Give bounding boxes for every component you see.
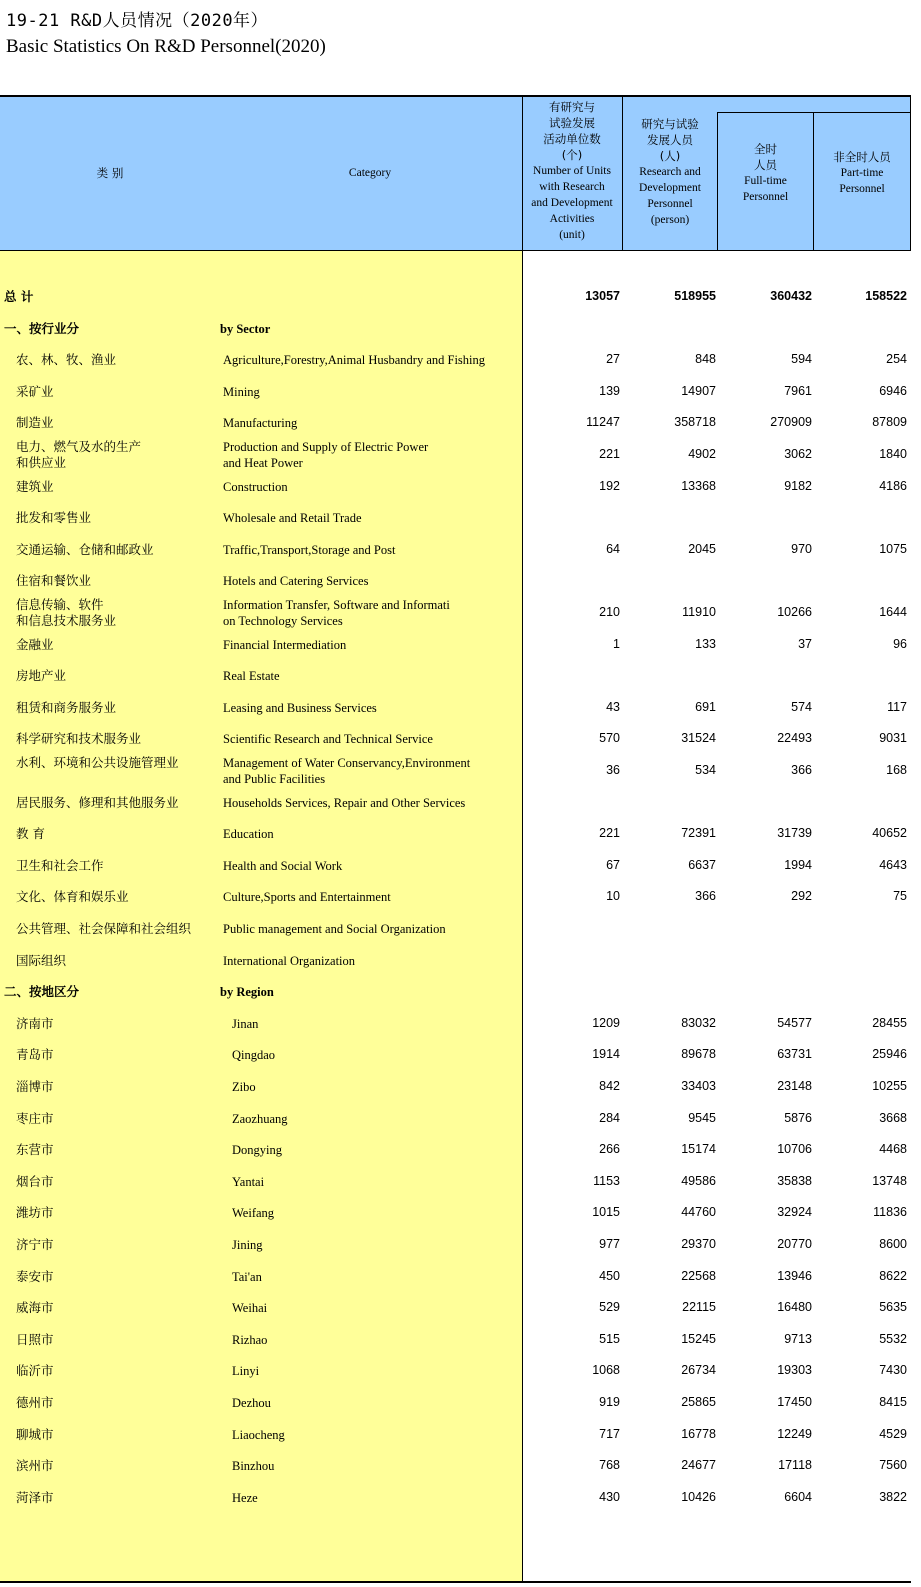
row-label-cn: 德州市 (16, 1395, 54, 1410)
header-line: Research and (639, 166, 701, 178)
page-title-en: Basic Statistics On R&D Personnel(2020) (6, 36, 326, 57)
row-label-en: Leasing and Business Services (223, 700, 377, 715)
cell-parttime: 254 (886, 352, 907, 367)
cell-fulltime: 23148 (777, 1079, 812, 1093)
row-label-cn: 菏泽市 (16, 1489, 54, 1505)
cell-units: 977 (599, 1237, 620, 1251)
cell-parttime: 8600 (879, 1237, 907, 1251)
cell-parttime: 4186 (879, 478, 907, 493)
row-label-en: Education (223, 827, 274, 842)
cell-fulltime: 17118 (778, 1458, 812, 1473)
cell-personnel: 6637 (688, 857, 716, 872)
row-label-cn: 潍坊市 (16, 1205, 54, 1221)
row-label-en: Households Services, Repair and Other Services (223, 795, 466, 810)
cell-personnel: 10426 (681, 1489, 716, 1504)
cell-units: 768 (599, 1458, 620, 1473)
cell-fulltime: 10706 (777, 1142, 812, 1157)
cell-parttime: 158522 (865, 289, 907, 303)
row-label-en: Construction (223, 479, 288, 494)
cell-parttime: 6946 (879, 383, 907, 398)
row-label-en: Culture,Sports and Entertainment (223, 890, 391, 905)
cell-personnel: 133 (695, 636, 716, 651)
cell-personnel: 15174 (681, 1142, 716, 1157)
header-personnel (623, 116, 717, 228)
row-label-en: Manufacturing (223, 416, 298, 431)
cell-personnel: 691 (695, 699, 716, 714)
row-label-cn: 枣庄市 (16, 1110, 54, 1126)
row-label-cn: 租赁和商务服务业 (16, 699, 117, 715)
row-label-en: Jinan (232, 1016, 259, 1031)
cell-fulltime: 16480 (777, 1300, 812, 1315)
header-line: Full-time (744, 175, 787, 187)
row-label-en: Zaozhuang (232, 1111, 288, 1126)
cell-parttime: 3822 (879, 1489, 907, 1504)
header-line: Number of Units (533, 165, 611, 177)
row-label-cn: 批发和零售业 (16, 510, 92, 526)
cell-units: 570 (599, 731, 620, 746)
row-label-cn: 烟台市 (16, 1173, 54, 1189)
cell-units: 717 (599, 1426, 620, 1441)
row-label-en: Real Estate (223, 669, 280, 684)
cell-personnel: 4902 (688, 447, 716, 461)
row-label-cn: 东营市 (16, 1142, 54, 1158)
row-label-en: Weihai (232, 1301, 268, 1316)
row-label-cn: 住宿和餐饮业 (16, 573, 92, 589)
cell-fulltime: 10266 (777, 605, 812, 619)
row-label-cn: 卫生和社会工作 (16, 857, 104, 873)
row-label-cn: 滨州市 (16, 1458, 54, 1474)
page-title-cn: 19-21 R&D人员情况（2020年） (6, 11, 269, 31)
cell-parttime: 8415 (879, 1395, 907, 1409)
row-label-en: Wholesale and Retail Trade (223, 511, 362, 526)
cell-fulltime: 31739 (777, 826, 812, 841)
row-label-en: Tai'an (232, 1269, 262, 1284)
row-label-en: Zibo (232, 1080, 256, 1094)
header-line: Activities (549, 213, 595, 225)
cell-units: 11247 (586, 415, 620, 430)
row-label-cn: 农、林、牧、渔业 (16, 352, 117, 368)
header-category-cn: 类 别 (96, 166, 124, 180)
row-label-en: Qingdao (232, 1048, 276, 1063)
cell-units: 221 (599, 447, 620, 461)
header-line: (person) (650, 214, 690, 226)
cell-units: 139 (599, 383, 620, 398)
cell-parttime: 7430 (879, 1363, 907, 1378)
cell-parttime: 5532 (879, 1331, 907, 1346)
cell-parttime: 87809 (872, 415, 907, 430)
cell-units: 529 (599, 1300, 620, 1315)
row-label-cn: 科学研究和技术服务业 (16, 731, 142, 747)
row-label-en: Public management and Social Organization (223, 922, 446, 936)
cell-parttime: 7560 (879, 1458, 907, 1473)
cell-units: 842 (599, 1079, 620, 1093)
row-label-en: Hotels and Catering Services (223, 574, 369, 589)
cell-parttime: 1644 (879, 605, 907, 619)
row-label-en: Jining (232, 1238, 263, 1252)
cell-fulltime: 32924 (777, 1205, 812, 1220)
cell-personnel: 358718 (674, 415, 716, 430)
row-label-en: by Region (220, 985, 274, 1000)
row-label-cn: 制造业 (16, 415, 54, 431)
cell-fulltime: 12249 (777, 1426, 812, 1441)
cell-fulltime: 360432 (770, 289, 812, 303)
cell-fulltime: 270909 (770, 415, 812, 430)
cell-units: 430 (599, 1489, 620, 1504)
cell-personnel: 22568 (681, 1268, 716, 1283)
cell-parttime: 11836 (873, 1205, 907, 1220)
row-label-cn: 金融业 (16, 636, 54, 652)
cell-personnel: 9545 (688, 1110, 716, 1125)
header-category-en: Category (348, 167, 392, 179)
header-line: Development (639, 182, 701, 194)
cell-fulltime: 574 (791, 699, 812, 714)
cell-fulltime: 366 (791, 763, 812, 777)
header-line: (unit) (559, 229, 585, 241)
header-line: 人员 (754, 158, 777, 172)
row-label-en: Information Transfer, Software and Informati on Technology Services (223, 598, 450, 628)
row-label-en: International Organization (223, 953, 356, 968)
cell-parttime: 25946 (872, 1047, 907, 1062)
cell-fulltime: 1994 (784, 857, 812, 872)
cell-units: 67 (606, 857, 620, 872)
cell-personnel: 2045 (688, 541, 716, 556)
cell-parttime: 9031 (879, 731, 907, 746)
cell-units: 27 (606, 352, 620, 367)
header-line: with Research (539, 181, 605, 193)
row-label-en: Linyi (232, 1364, 260, 1379)
cell-personnel: 16778 (681, 1426, 716, 1441)
header-line: 试验发展 (549, 116, 595, 130)
statistics-table (0, 95, 911, 1582)
cell-personnel: 14907 (681, 383, 716, 398)
cell-units: 450 (599, 1268, 620, 1283)
row-label-cn: 国际组织 (16, 952, 67, 968)
cell-units: 1209 (592, 1015, 620, 1030)
header-bottom-rule (0, 250, 911, 251)
row-label-cn: 二、按地区分 (4, 984, 80, 1000)
cell-personnel: 13368 (681, 478, 716, 493)
header-parttime (814, 149, 910, 197)
header-line: Part-time (840, 167, 884, 179)
cell-units: 192 (599, 478, 620, 493)
header-line: 全时 (754, 142, 777, 156)
row-label-cn: 交通运输、仓储和邮政业 (16, 541, 154, 557)
row-label-cn: 建筑业 (16, 478, 54, 494)
row-label-cn: 文化、体育和娱乐业 (16, 889, 129, 905)
header-line: 活动单位数 (543, 132, 601, 146)
cell-units: 36 (606, 763, 620, 777)
header-line: 发展人员 (647, 133, 693, 147)
cell-fulltime: 7961 (784, 383, 812, 398)
row-label-cn: 泰安市 (16, 1268, 54, 1284)
cell-fulltime: 3062 (784, 447, 812, 461)
cell-parttime: 4529 (879, 1426, 907, 1441)
cell-parttime: 3668 (879, 1110, 907, 1125)
row-label-en: Yantai (232, 1174, 265, 1189)
header-line: 研究与试验 (641, 117, 699, 131)
subheader-rule (717, 112, 911, 113)
cell-parttime: 5635 (879, 1300, 907, 1315)
cell-fulltime: 6604 (784, 1489, 812, 1504)
cell-units: 1153 (593, 1173, 620, 1188)
cell-units: 1068 (592, 1363, 620, 1378)
cell-personnel: 534 (695, 763, 716, 777)
header-line: (人) (659, 149, 681, 163)
cell-parttime: 40652 (872, 826, 907, 841)
row-label-en: Rizhao (232, 1332, 268, 1347)
cell-fulltime: 22493 (777, 731, 812, 746)
cell-fulltime: 19303 (777, 1363, 812, 1378)
header-line: (个) (561, 148, 583, 162)
cell-fulltime: 292 (791, 889, 812, 904)
row-label-cn: 青岛市 (16, 1047, 54, 1063)
cell-parttime: 1840 (879, 447, 907, 461)
row-label-en: Liaocheng (232, 1427, 285, 1442)
row-label-cn: 淄博市 (16, 1079, 54, 1094)
cell-personnel: 22115 (682, 1300, 716, 1315)
column-divider (910, 95, 911, 251)
row-label-cn: 一、按行业分 (4, 320, 80, 336)
row-label-cn: 日照市 (16, 1331, 54, 1347)
cell-units: 13057 (585, 289, 620, 303)
cell-parttime: 4468 (879, 1142, 907, 1157)
cell-personnel: 848 (695, 352, 716, 367)
row-label-en: Scientific Research and Technical Service (223, 732, 433, 747)
cell-units: 284 (599, 1110, 620, 1125)
row-label-en: by Sector (220, 321, 271, 336)
row-label-en: Dongying (232, 1143, 282, 1158)
cell-parttime: 28455 (872, 1015, 907, 1030)
cell-personnel: 366 (695, 889, 716, 904)
column-divider (622, 95, 623, 251)
row-label-en: Mining (223, 384, 260, 399)
header-fulltime (718, 141, 813, 205)
cell-personnel: 25865 (681, 1395, 716, 1409)
cell-units: 221 (599, 826, 620, 841)
cell-fulltime: 970 (791, 541, 812, 556)
row-label-cn: 聊城市 (16, 1426, 54, 1442)
row-label-en: Production and Supply of Electric Power and Heat Power (223, 440, 429, 470)
cell-parttime: 8622 (879, 1268, 907, 1283)
column-divider (813, 112, 814, 251)
row-label-cn: 公共管理、社会保障和社会组织 (16, 921, 192, 936)
row-label-cn: 临沂市 (16, 1363, 54, 1379)
row-label-en: Management of Water Conservancy,Environment and Public Facilities (223, 756, 471, 786)
cell-personnel: 26734 (681, 1363, 716, 1378)
cell-parttime: 4643 (879, 857, 907, 872)
column-divider (717, 112, 718, 251)
cell-units: 266 (599, 1142, 620, 1157)
cell-parttime: 1075 (879, 541, 907, 556)
cell-personnel: 15245 (681, 1331, 716, 1346)
cell-units: 1 (613, 636, 620, 651)
row-label-en: Binzhou (232, 1459, 275, 1474)
cell-units: 64 (606, 541, 620, 556)
cell-units: 1914 (592, 1047, 620, 1062)
cell-parttime: 75 (893, 889, 907, 904)
cell-fulltime: 35838 (777, 1173, 812, 1188)
cell-personnel: 29370 (681, 1237, 716, 1251)
row-label-cn: 济南市 (16, 1015, 54, 1031)
header-line: 有研究与 (549, 100, 595, 114)
cell-fulltime: 37 (798, 636, 812, 651)
table-bottom-rule (0, 1581, 911, 1583)
cell-units: 1015 (592, 1205, 620, 1220)
header-line: Personnel (742, 191, 789, 203)
cell-personnel: 83032 (681, 1015, 716, 1030)
row-label-cn: 教 育 (16, 826, 45, 842)
cell-fulltime: 594 (791, 352, 812, 367)
row-label-en: Health and Social Work (223, 858, 343, 873)
cell-fulltime: 9713 (784, 1331, 812, 1346)
cell-personnel: 72391 (681, 826, 716, 841)
row-label-cn: 居民服务、修理和其他服务业 (16, 794, 179, 810)
row-label-en: Traffic,Transport,Storage and Post (223, 542, 396, 557)
cell-fulltime: 20770 (777, 1237, 812, 1251)
cell-personnel: 49586 (681, 1173, 716, 1188)
cell-fulltime: 9182 (784, 478, 812, 493)
row-label-en: Weifang (232, 1206, 275, 1221)
cell-units: 515 (599, 1331, 620, 1346)
row-label-cn: 济宁市 (16, 1237, 54, 1252)
row-label-cn: 采矿业 (16, 383, 54, 399)
cell-units: 210 (599, 605, 620, 619)
row-label-en: Dezhou (232, 1396, 271, 1410)
cell-fulltime: 63731 (777, 1047, 812, 1062)
cell-units: 919 (599, 1395, 620, 1409)
header-units (523, 99, 621, 243)
cell-parttime: 117 (887, 699, 907, 714)
cell-fulltime: 17450 (777, 1395, 812, 1409)
column-divider (522, 95, 523, 1583)
row-label-en: Heze (232, 1490, 258, 1505)
cell-fulltime: 13946 (777, 1268, 812, 1283)
cell-parttime: 10255 (872, 1079, 907, 1093)
header-line: Personnel (839, 183, 885, 195)
row-label-cn: 信息传输、软件 和信息技术服务业 (16, 597, 117, 628)
cell-personnel: 24677 (681, 1458, 716, 1473)
row-label-cn: 电力、燃气及水的生产 和供应业 (16, 439, 142, 470)
cell-fulltime: 54577 (777, 1015, 812, 1030)
header-line: 非全时人员 (833, 150, 891, 164)
row-label-cn: 房地产业 (16, 668, 67, 684)
cell-personnel: 11910 (682, 605, 716, 619)
row-label-en: Agriculture,Forestry,Animal Husbandry and Fishing (223, 353, 485, 368)
row-label-cn: 总 计 (4, 289, 34, 304)
row-label-cn: 水利、环境和公共设施管理业 (16, 755, 179, 770)
header-line: and Development (531, 197, 613, 209)
cell-units: 10 (606, 889, 620, 904)
cell-units: 43 (606, 699, 620, 714)
cell-parttime: 96 (893, 636, 907, 651)
row-label-en: Financial Intermediation (223, 637, 347, 652)
row-label-cn: 威海市 (16, 1300, 54, 1316)
cell-personnel: 31524 (681, 731, 716, 746)
cell-fulltime: 5876 (784, 1110, 812, 1125)
cell-personnel: 89678 (681, 1047, 716, 1062)
cell-personnel: 33403 (681, 1079, 716, 1093)
cell-personnel: 518955 (674, 289, 716, 303)
cell-personnel: 44760 (681, 1205, 716, 1220)
cell-parttime: 13748 (872, 1173, 907, 1188)
header-line: Personnel (647, 198, 693, 210)
cell-parttime: 168 (886, 763, 907, 777)
